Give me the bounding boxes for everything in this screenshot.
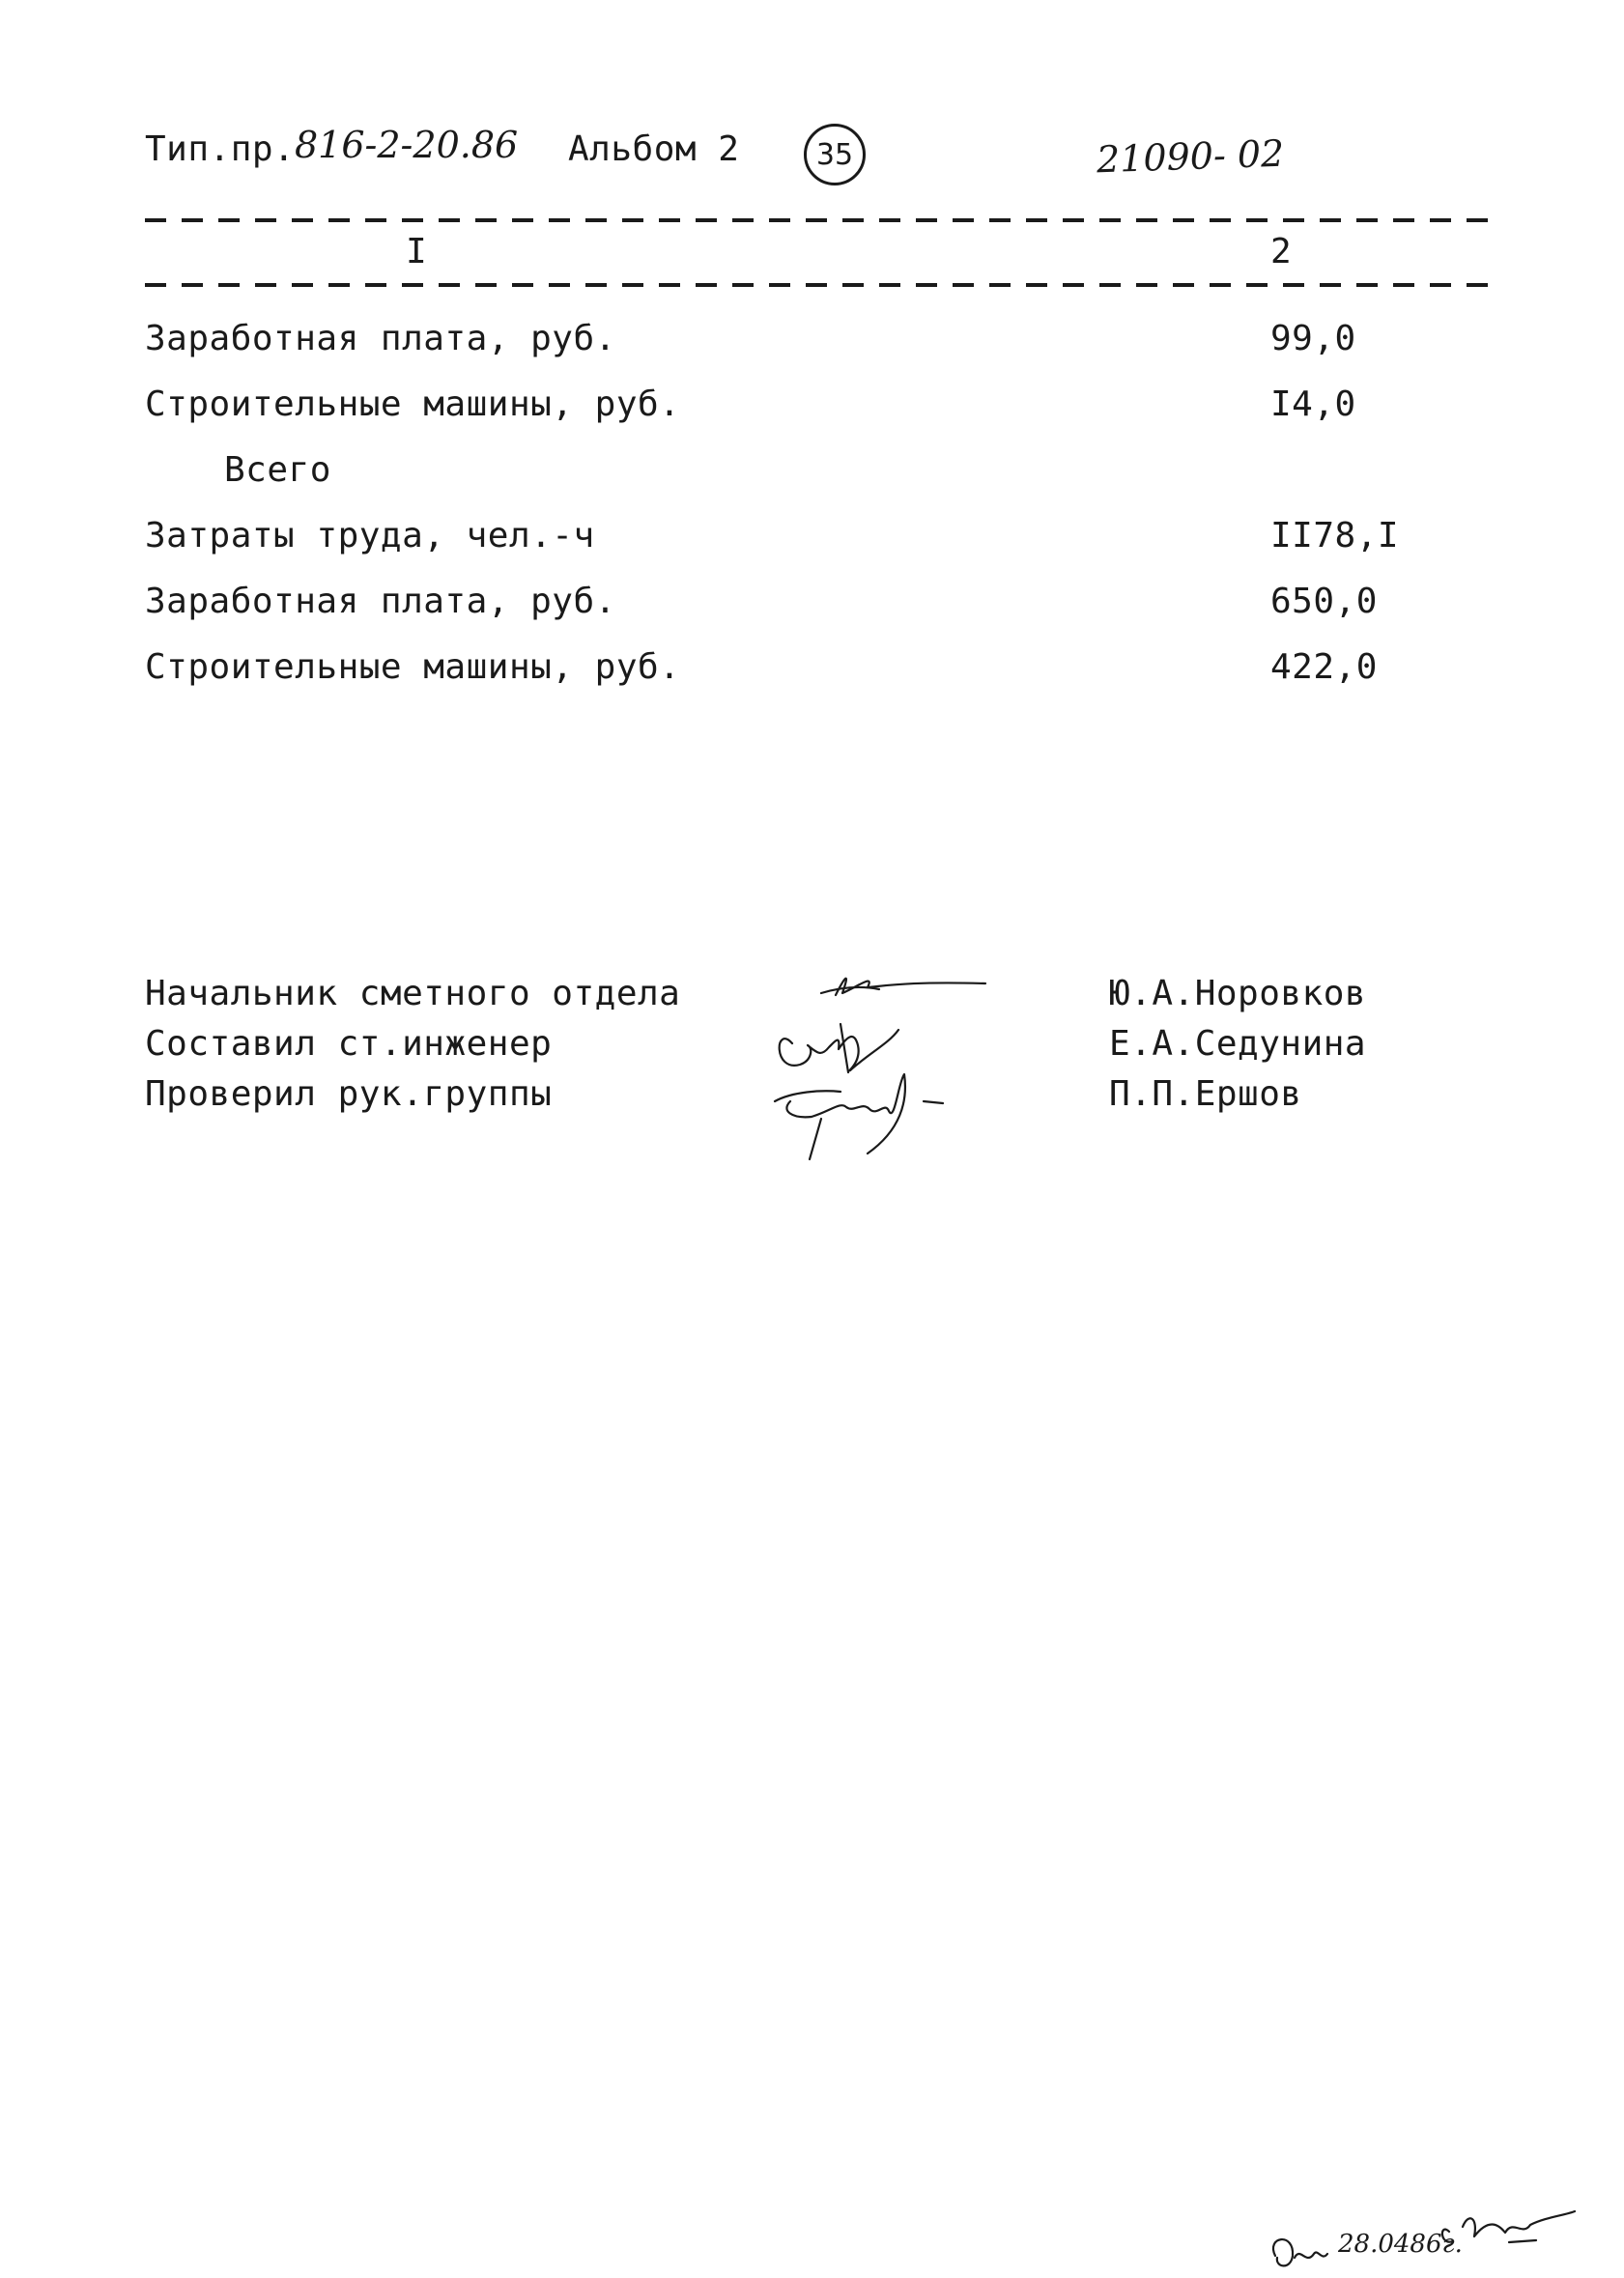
table-row-value: 99,0 (1270, 319, 1356, 358)
signature-name: Ю.А.Норовков (1109, 974, 1367, 1013)
signature-name: Е.А.Седунина (1109, 1024, 1367, 1064)
signature-name: П.П.Ершов (1109, 1074, 1302, 1114)
table-row-label: Заработная плата, руб. (145, 319, 616, 358)
table-row-label: Затраты труда, чел.-ч (145, 516, 595, 555)
page-number-badge (804, 124, 866, 185)
signature-role: Составил ст.инженер (145, 1024, 553, 1064)
table-row-label: Строительные машины, руб. (145, 647, 681, 687)
project-code: 816-2-20.86 (295, 124, 519, 166)
table-row-value: 422,0 (1270, 647, 1378, 687)
handwritten-date: 28.0486г. (1338, 2230, 1463, 2259)
table-row-value: II78,I (1270, 516, 1400, 555)
signature-role: Проверил рук.группы (145, 1074, 553, 1114)
page-number: 35 (815, 137, 854, 172)
table-top-rule (145, 218, 1502, 222)
signature-role: Начальник сметного отдела (145, 974, 681, 1013)
doc-number: 21090- 02 (1096, 131, 1285, 182)
table-row-label: Всего (224, 450, 331, 490)
column-header-2: 2 (1270, 232, 1293, 271)
handwritten-signatures (754, 956, 1005, 1169)
header-prefix: Тип.пр. (145, 129, 296, 169)
table-row-value: 650,0 (1270, 582, 1378, 621)
table-header-rule (145, 283, 1502, 287)
table-row-label: Заработная плата, руб. (145, 582, 616, 621)
album-label: Альбом 2 (568, 129, 740, 169)
table-row-label: Строительные машины, руб. (145, 384, 681, 424)
table-row-value: I4,0 (1270, 384, 1356, 424)
column-header-1: I (406, 232, 428, 271)
